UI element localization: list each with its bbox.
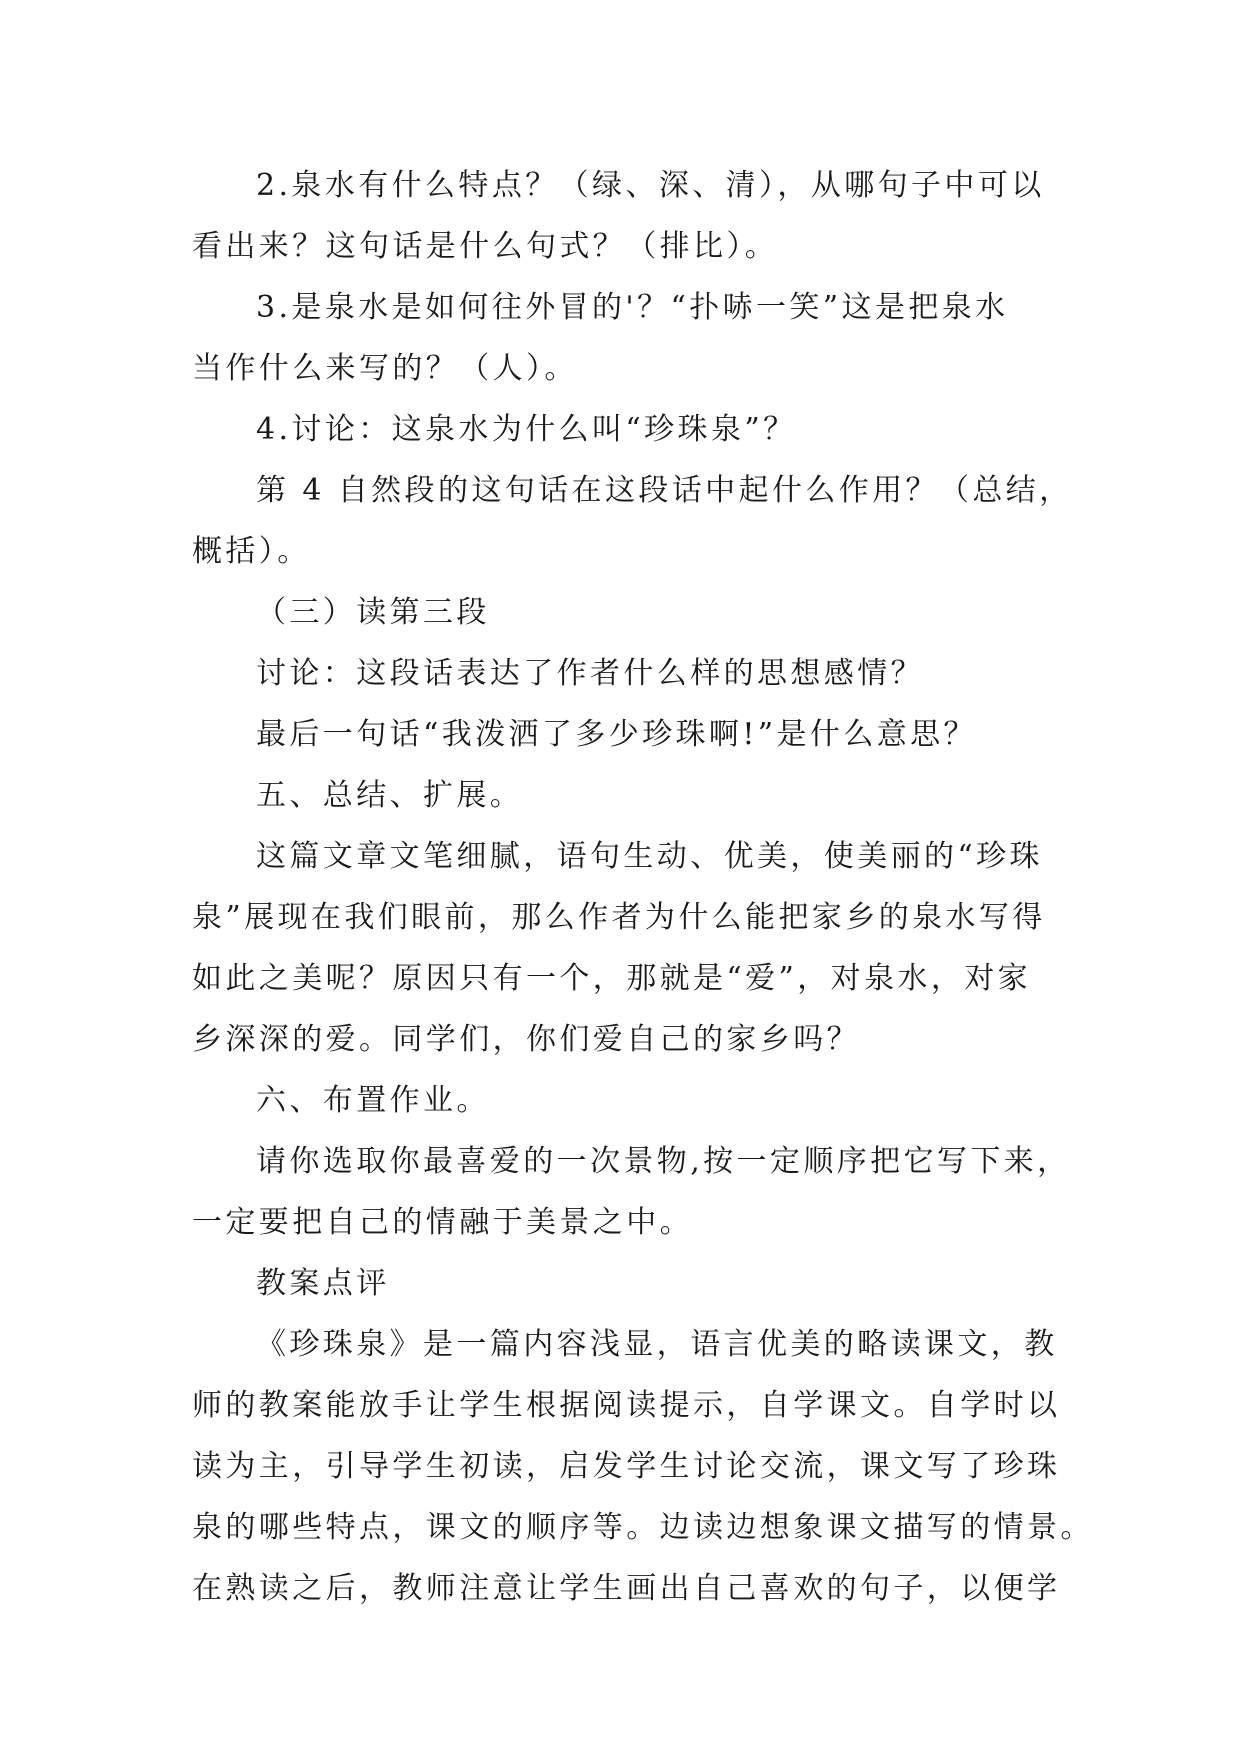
section-heading: 教案点评 [256, 1266, 390, 1301]
text-line: 2.泉水有什么特点？（绿、深、清），从哪句子中可以 [256, 168, 1045, 203]
text-line: 一定要把自己的情融于美景之中。 [192, 1205, 693, 1240]
text-line: 读为主，引导学生初读，启发学生讨论交流，课文写了珍珠 [192, 1449, 1061, 1484]
text-line: 最后一句话“我泼洒了多少珍珠啊!”是什么意思？ [256, 717, 977, 752]
section-heading: （三）读第三段 [256, 595, 490, 630]
text-line: 看出来？这句话是什么句式？（排比）。 [192, 229, 779, 264]
text-line: 这篇文章文笔细腻，语句生动、优美，使美丽的“珍珠 [256, 839, 1043, 874]
text-line: 讨论：这段话表达了作者什么样的思想感情？ [256, 656, 924, 691]
text-line: 泉”展现在我们眼前，那么作者为什么能把家乡的泉水写得 [192, 900, 1046, 935]
text-line: 请你选取你最喜爱的一次景物,按一定顺序把它写下来， [256, 1144, 1071, 1179]
section-heading: 六、布置作业。 [256, 1083, 490, 1118]
section-heading: 五、总结、扩展。 [256, 778, 524, 813]
text-line: 师的教案能放手让学生根据阅读提示，自学课文。自学时以 [192, 1388, 1061, 1423]
text-line: 《珍珠泉》是一篇内容浅显，语言优美的略读课文，教 [256, 1327, 1058, 1362]
text-line: 4.讨论：这泉水为什么叫“珍珠泉”？ [256, 412, 797, 447]
text-line: 第 4 自然段的这句话在这段话中起什么作用？（总结， [256, 473, 1073, 508]
document-body [192, 155, 1094, 1619]
text-line: 如此之美呢？原因只有一个，那就是“爱”，对泉水，对家 [192, 961, 1032, 996]
text-line: 泉的哪些特点，课文的顺序等。边读边想象课文描写的情景。 [192, 1510, 1094, 1545]
text-line: 当作什么来写的？（人）。 [192, 351, 578, 386]
text-line: 乡深深的爱。同学们，你们爱自己的家乡吗？ [192, 1022, 860, 1057]
text-line: 在熟读之后，教师注意让学生画出自己喜欢的句子，以便学 [192, 1571, 1061, 1606]
text-line: 概括）。 [192, 534, 311, 569]
text-line: 3.是泉水是如何往外冒的'？“扑哧一笑”这是把泉水 [256, 290, 1009, 325]
